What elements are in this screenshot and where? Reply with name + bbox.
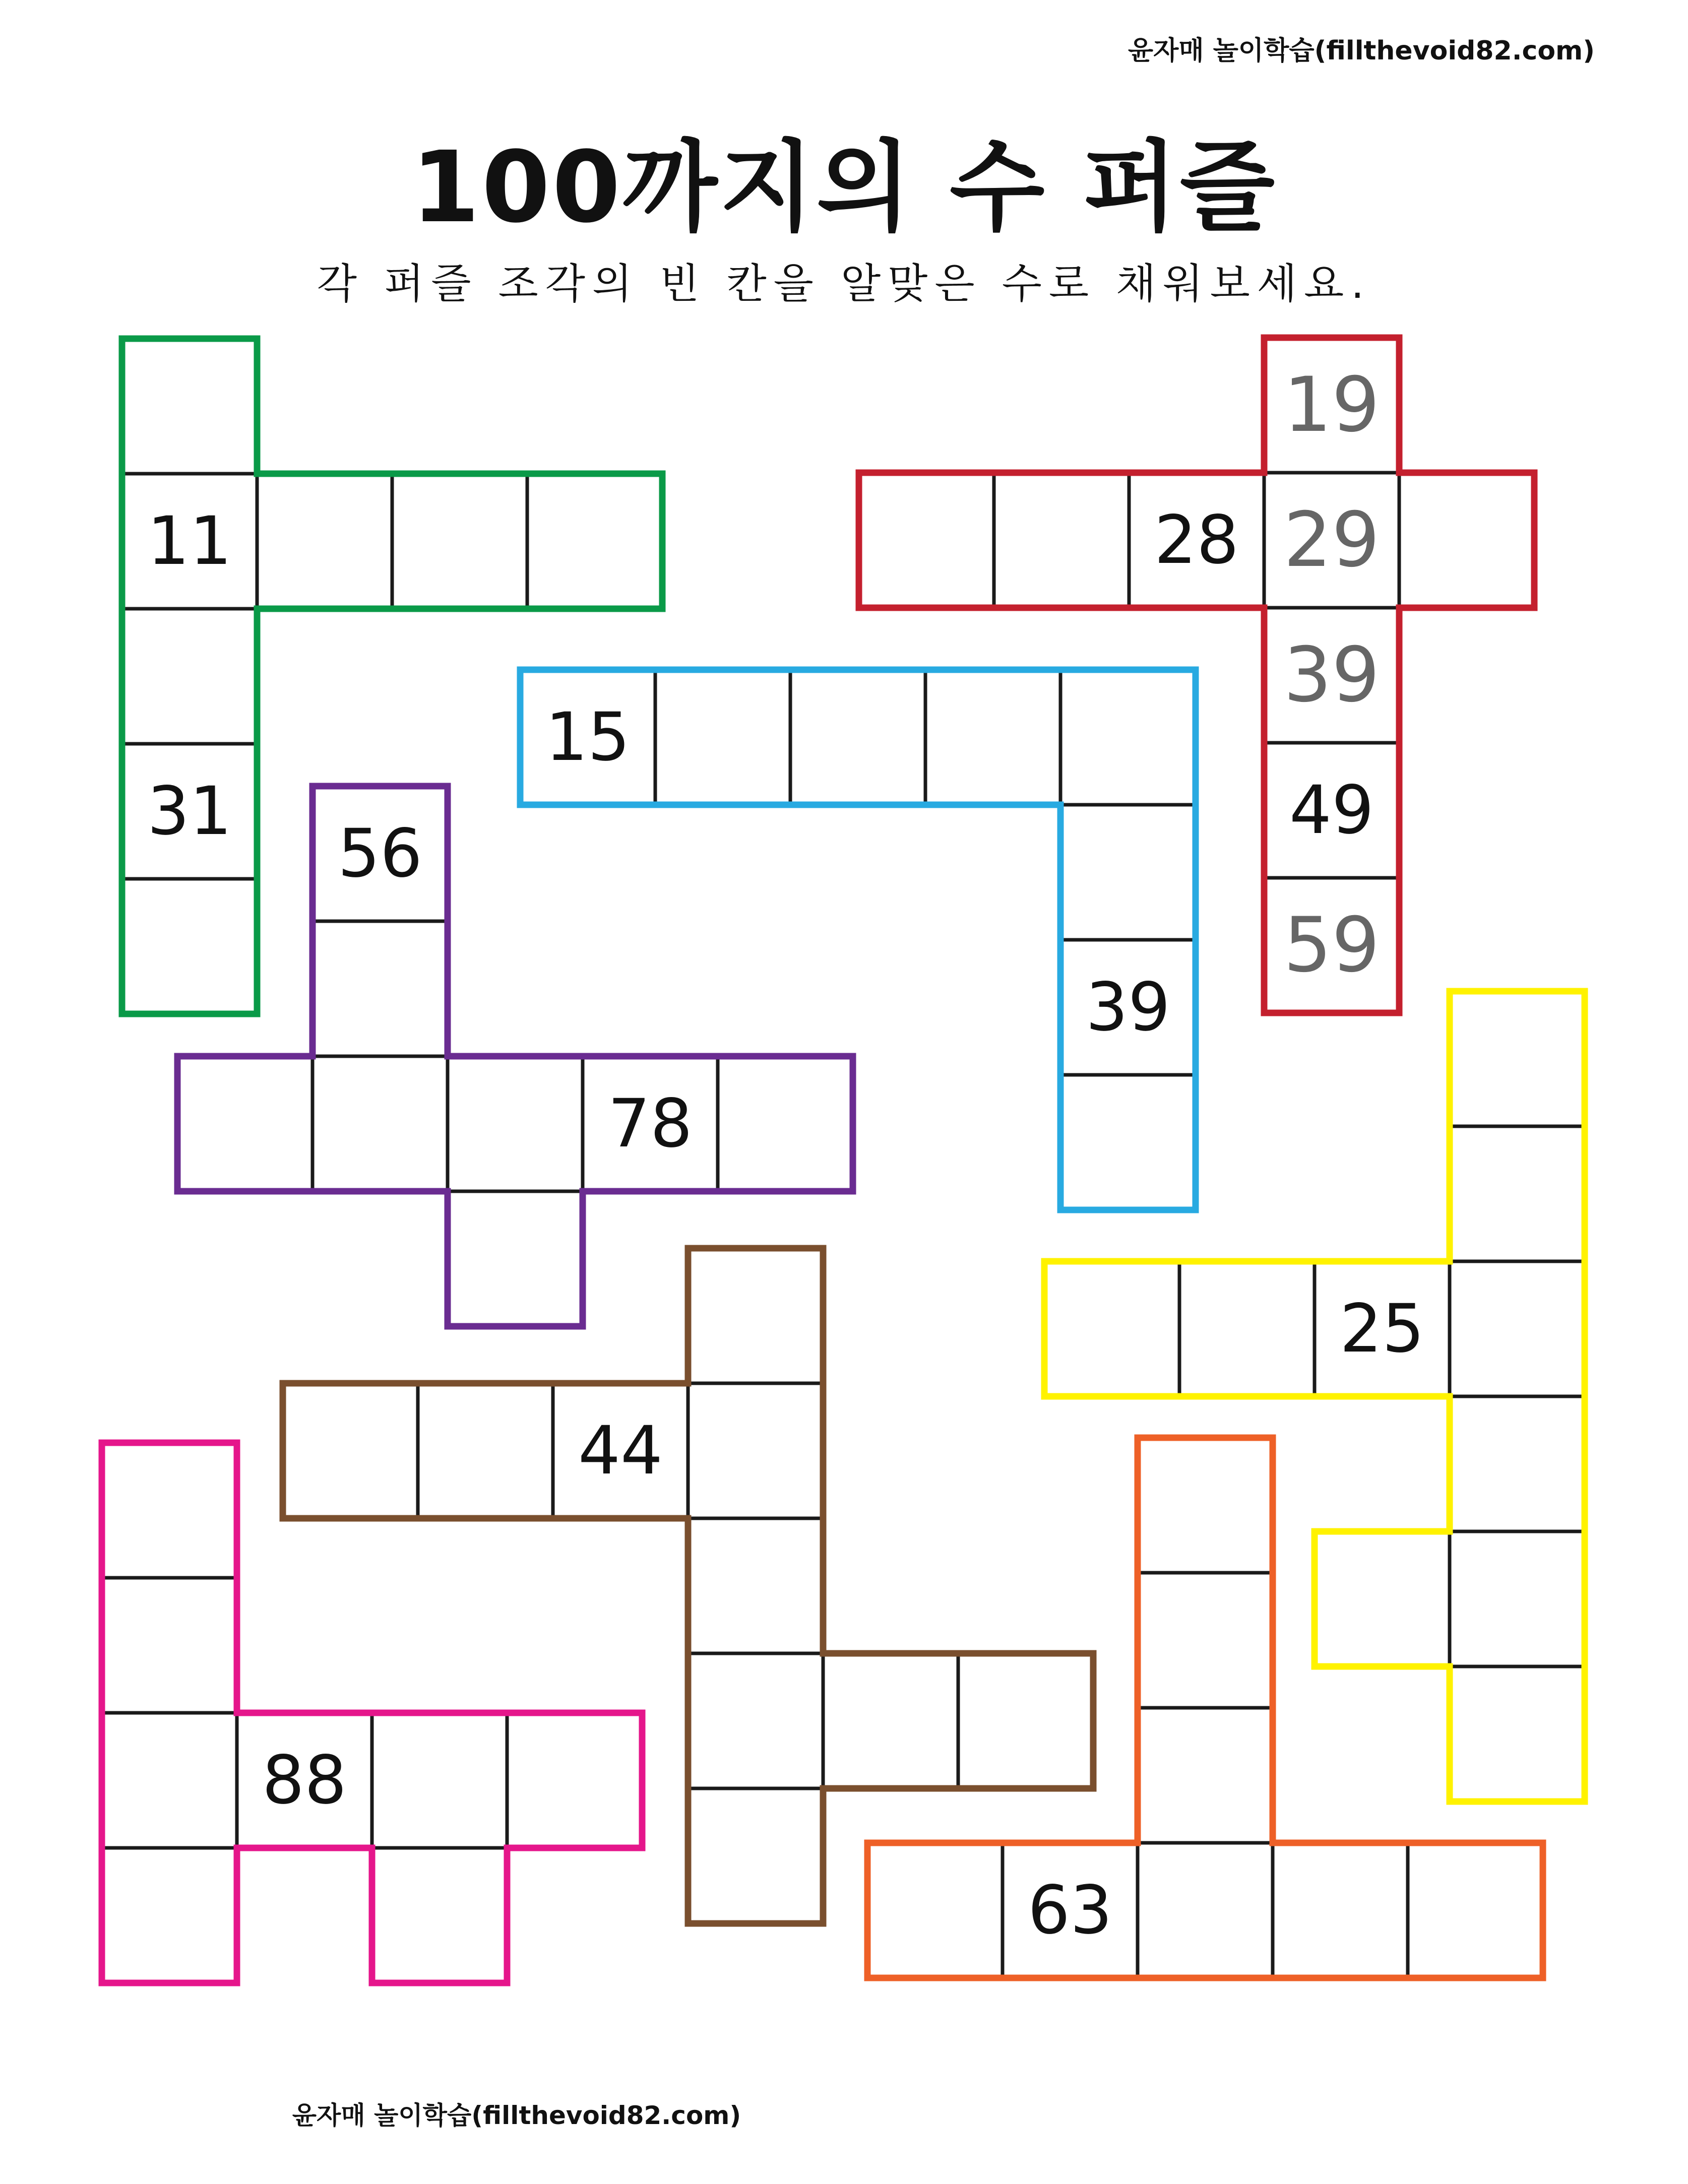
puzzle-cell-given bbox=[312, 786, 448, 921]
page-title: 100까지의 수 퍼즐 bbox=[411, 130, 1277, 244]
puzzle-cell-blank[interactable] bbox=[859, 473, 994, 608]
puzzle-cell-given bbox=[1264, 473, 1399, 608]
puzzle-cell-blank[interactable] bbox=[1450, 1261, 1585, 1396]
header-credit: 윤자매 놀이학습(fillthevoid82.com) bbox=[1128, 36, 1595, 66]
puzzle-cell-blank[interactable] bbox=[418, 1383, 553, 1518]
puzzle-cell-given bbox=[1264, 878, 1399, 1013]
puzzle-cell-blank[interactable] bbox=[257, 474, 392, 609]
puzzle-cell-blank[interactable] bbox=[102, 1848, 237, 1983]
puzzle-cell-given bbox=[553, 1383, 688, 1518]
puzzle-cell-blank[interactable] bbox=[1273, 1843, 1408, 1978]
puzzle-cell-given bbox=[1129, 473, 1264, 608]
puzzle-cell-blank[interactable] bbox=[507, 1713, 642, 1848]
puzzle-cell-given bbox=[1003, 1843, 1138, 1978]
puzzle-cell-blank[interactable] bbox=[688, 1653, 823, 1788]
puzzle-cell-blank[interactable] bbox=[958, 1653, 1093, 1788]
puzzle-cell-blank[interactable] bbox=[688, 1248, 823, 1383]
puzzle-cell-given bbox=[122, 474, 257, 609]
puzzle-piece-pink bbox=[102, 1443, 642, 1983]
puzzle-cell-blank[interactable] bbox=[102, 1578, 237, 1713]
puzzle-cell-blank[interactable] bbox=[177, 1056, 312, 1191]
puzzle-cell-given bbox=[1315, 1261, 1450, 1396]
puzzle-cell-blank[interactable] bbox=[994, 473, 1129, 608]
cell-number: 31 bbox=[147, 773, 232, 850]
puzzle-cell-blank[interactable] bbox=[372, 1713, 507, 1848]
cell-number: 39 bbox=[1086, 969, 1170, 1046]
cell-number: 88 bbox=[262, 1742, 347, 1819]
puzzle-cell-blank[interactable] bbox=[448, 1056, 583, 1191]
cell-number: 11 bbox=[147, 502, 232, 580]
puzzle-cell-given bbox=[122, 744, 257, 879]
puzzle-cell-blank[interactable] bbox=[1450, 1396, 1585, 1531]
puzzle-cell-given bbox=[1264, 608, 1399, 743]
puzzle-cell-blank[interactable] bbox=[1060, 670, 1196, 805]
puzzle-cell-blank[interactable] bbox=[867, 1843, 1003, 1978]
puzzle-cell-blank[interactable] bbox=[312, 921, 448, 1056]
puzzle-cell-blank[interactable] bbox=[283, 1383, 418, 1518]
cell-number: 25 bbox=[1340, 1290, 1424, 1368]
puzzle-cell-blank[interactable] bbox=[1450, 1531, 1585, 1666]
puzzle-cell-blank[interactable] bbox=[1138, 1438, 1273, 1573]
puzzle-cell-blank[interactable] bbox=[688, 1383, 823, 1518]
puzzle-cell-blank[interactable] bbox=[1315, 1531, 1450, 1666]
cell-number: 44 bbox=[578, 1412, 663, 1490]
puzzle-cell-blank[interactable] bbox=[718, 1056, 853, 1191]
puzzle-cell-blank[interactable] bbox=[1450, 1666, 1585, 1802]
puzzle-cell-blank[interactable] bbox=[688, 1518, 823, 1653]
puzzle-cell-blank[interactable] bbox=[448, 1191, 583, 1326]
cell-number: 63 bbox=[1028, 1872, 1112, 1949]
puzzle-cell-blank[interactable] bbox=[1450, 1126, 1585, 1261]
puzzle-cell-blank[interactable] bbox=[925, 670, 1060, 805]
puzzle-cell-blank[interactable] bbox=[688, 1788, 823, 1923]
puzzle-cell-blank[interactable] bbox=[1044, 1261, 1179, 1396]
puzzle-cell-blank[interactable] bbox=[1060, 1075, 1196, 1210]
puzzle-cell-given bbox=[1060, 940, 1196, 1075]
puzzle-cell-blank[interactable] bbox=[1138, 1573, 1273, 1708]
puzzle-cell-blank[interactable] bbox=[372, 1848, 507, 1983]
puzzle-cell-blank[interactable] bbox=[122, 879, 257, 1014]
puzzle-cell-blank[interactable] bbox=[1179, 1261, 1315, 1396]
cell-number: 78 bbox=[608, 1085, 693, 1163]
cell-number: 59 bbox=[1283, 902, 1380, 989]
puzzle-cell-given bbox=[520, 670, 655, 805]
puzzle-cell-given bbox=[1264, 743, 1399, 878]
puzzle-cell-given bbox=[237, 1713, 372, 1848]
puzzle-cell-blank[interactable] bbox=[1138, 1843, 1273, 1978]
instructions: 각 퍼즐 조각의 빈 칸을 알맞은 수로 채워보세요. bbox=[317, 260, 1371, 308]
cell-number: 28 bbox=[1154, 501, 1239, 579]
cell-number: 15 bbox=[545, 698, 630, 776]
puzzle-cell-blank[interactable] bbox=[1399, 473, 1534, 608]
puzzle-cell-blank[interactable] bbox=[1408, 1843, 1543, 1978]
puzzle-cell-blank[interactable] bbox=[1138, 1708, 1273, 1843]
puzzle-cell-blank[interactable] bbox=[102, 1713, 237, 1848]
puzzle-cell-blank[interactable] bbox=[102, 1443, 237, 1578]
cell-number: 19 bbox=[1283, 361, 1380, 449]
puzzle-cell-blank[interactable] bbox=[790, 670, 925, 805]
puzzle-cell-blank[interactable] bbox=[122, 339, 257, 474]
puzzle-cell-blank[interactable] bbox=[655, 670, 790, 805]
puzzle-cell-given bbox=[583, 1056, 718, 1191]
cell-number: 29 bbox=[1283, 496, 1380, 584]
puzzle-cell-blank[interactable] bbox=[1060, 805, 1196, 940]
cell-number: 49 bbox=[1289, 772, 1374, 849]
puzzle-cell-given bbox=[1264, 338, 1399, 473]
cell-number: 56 bbox=[338, 815, 422, 892]
puzzle-cell-blank[interactable] bbox=[823, 1653, 958, 1788]
puzzle-cell-blank[interactable] bbox=[527, 474, 662, 609]
puzzle-cell-blank[interactable] bbox=[392, 474, 527, 609]
puzzle-cell-blank[interactable] bbox=[122, 609, 257, 744]
puzzle-cell-blank[interactable] bbox=[312, 1056, 448, 1191]
puzzle-cell-blank[interactable] bbox=[1450, 991, 1585, 1126]
cell-number: 39 bbox=[1283, 631, 1380, 719]
footer-credit: 윤자매 놀이학습(fillthevoid82.com) bbox=[292, 2101, 741, 2130]
